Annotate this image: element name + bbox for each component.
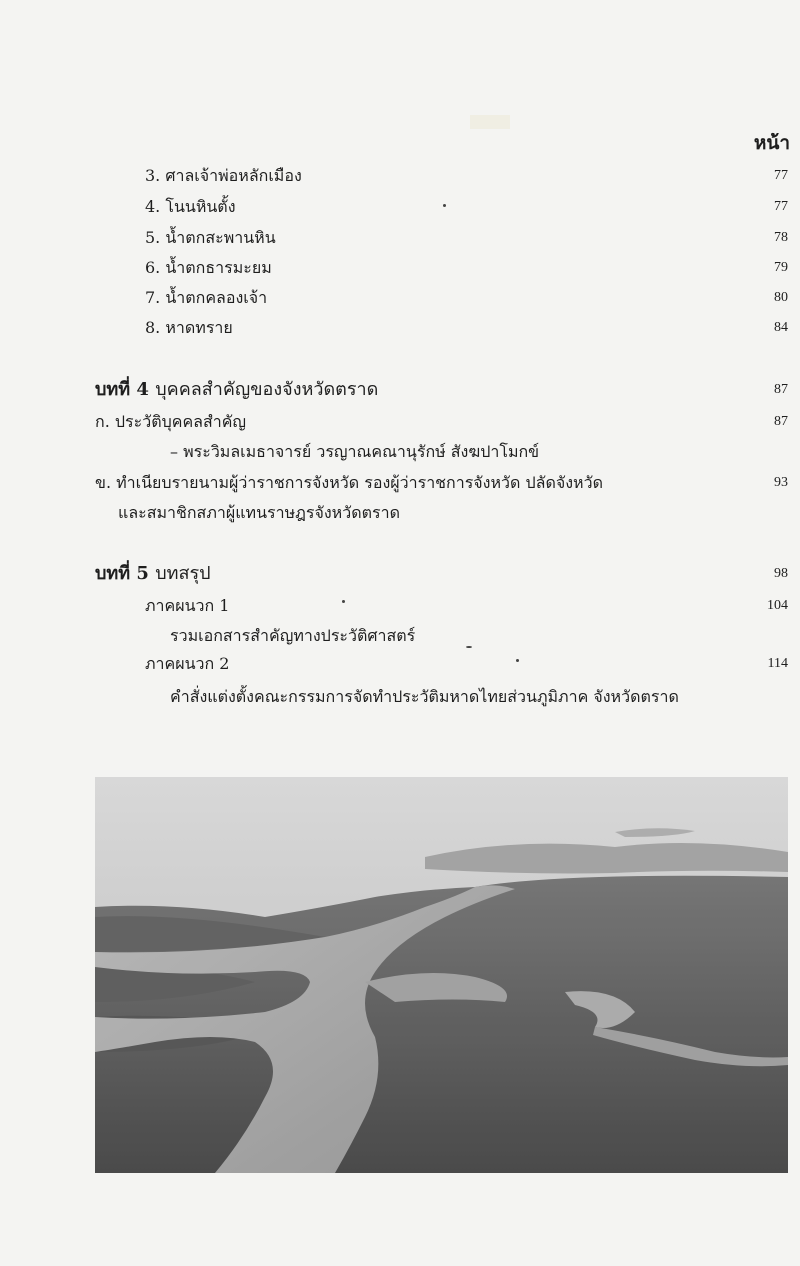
appendix-1-description: รวมเอกสารสำคัญทางประวัติศาสตร์ — [170, 626, 416, 645]
toc-entry-page: 80 — [774, 290, 788, 305]
chapter-5-page: 98 — [774, 566, 788, 581]
appendix-2-description: คำสั่งแต่งตั้งคณะกรรมการจัดทำประวัติมหาดไทยส่วนภูมิภาค จังหวัดตราด — [170, 687, 679, 706]
chapter-5-label: บทที่ 5 — [95, 563, 149, 584]
toc-entry-title: 4. โนนหินตั้ง — [145, 197, 236, 216]
toc-entry-title: 8. หาดทราย — [145, 318, 233, 337]
toc-entry-page: 77 — [774, 199, 788, 214]
bleed-through-mark — [470, 115, 510, 129]
appendix-2-page: 114 — [767, 656, 788, 671]
toc-entry-page: 78 — [774, 230, 788, 245]
toc-entry-title: 5. น้ำตกสะพานหิน — [145, 228, 276, 247]
toc-entry-title: 7. น้ำตกคลองเจ้า — [145, 288, 268, 307]
section-a-item: – พระวิมลเมธาจารย์ วรญาณคณานุรักษ์ สังฆปาโมกข์ — [170, 442, 540, 461]
appendix-2-title: ภาคผนวก 2 — [145, 654, 230, 673]
toc-entry-page: 84 — [774, 320, 788, 335]
scan-speck — [516, 659, 519, 662]
toc-entry-title: 3. ศาลเจ้าพ่อหลักเมือง — [145, 166, 302, 185]
toc-entry-title: 6. น้ำตกธารมะยม — [145, 258, 272, 277]
appendix-1-page: 104 — [767, 598, 788, 613]
appendix-1-title: ภาคผนวก 1 — [145, 596, 230, 615]
section-b-title-continued: และสมาชิกสภาผู้แทนราษฎรจังหวัดตราด — [118, 503, 400, 522]
page-column-header: หน้า — [753, 132, 790, 154]
scan-speck — [443, 204, 446, 207]
chapter-4-page: 87 — [774, 382, 788, 397]
chapter-4-label: บทที่ 4 — [95, 379, 149, 400]
scan-speck — [342, 600, 345, 603]
section-a-title: ก. ประวัติบุคคลสำคัญ — [95, 412, 247, 431]
aerial-river-image — [95, 777, 788, 1173]
section-b-title: ข. ทำเนียบรายนามผู้ว่าราชการจังหวัด รองผู้ว่าราชการจังหวัด ปลัดจังหวัด — [95, 473, 603, 492]
chapter-4-title: บุคคลสำคัญของจังหวัดตราด — [155, 379, 379, 400]
section-a-page: 87 — [774, 414, 788, 429]
aerial-river-photo — [95, 777, 788, 1173]
chapter-5-title: บทสรุป — [155, 563, 211, 584]
toc-entry-page: 79 — [774, 260, 788, 275]
toc-entry-page: 77 — [774, 168, 788, 183]
section-b-page: 93 — [774, 475, 788, 490]
scan-speck — [466, 646, 472, 648]
